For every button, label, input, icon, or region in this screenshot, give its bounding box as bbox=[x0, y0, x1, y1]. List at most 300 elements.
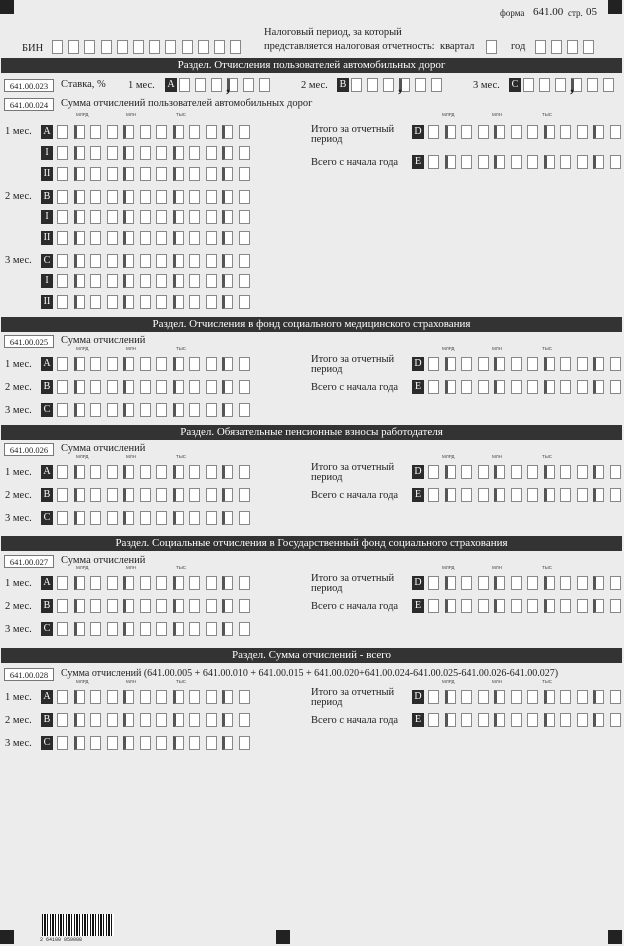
medical-total-cell[interactable] bbox=[494, 357, 505, 371]
pension-row-0-cell[interactable] bbox=[123, 465, 134, 479]
medical-row-1-cell[interactable] bbox=[140, 380, 151, 394]
roads-row-0-cell[interactable] bbox=[222, 125, 233, 139]
medical-row-0-cell[interactable] bbox=[90, 357, 101, 371]
rate-m3-cell[interactable] bbox=[603, 78, 614, 92]
medical-ytd-cell[interactable] bbox=[610, 380, 621, 394]
roads-row-2-cell[interactable] bbox=[107, 167, 118, 181]
total-row-1-cell[interactable] bbox=[189, 713, 200, 727]
roads-ytd-cell[interactable] bbox=[494, 155, 505, 169]
total-row-1-cell[interactable] bbox=[156, 713, 167, 727]
pension-total-cell[interactable] bbox=[610, 465, 621, 479]
roads-row-6-cell[interactable] bbox=[90, 254, 101, 268]
pension-row-2-cell[interactable] bbox=[173, 511, 184, 525]
pension-row-1-cell[interactable] bbox=[90, 488, 101, 502]
social-ytd-cell[interactable] bbox=[478, 599, 489, 613]
social-total-cell[interactable] bbox=[560, 576, 571, 590]
social-total-cell[interactable] bbox=[445, 576, 456, 590]
medical-row-1-cell[interactable] bbox=[206, 380, 217, 394]
pension-total-cell[interactable] bbox=[494, 465, 505, 479]
total-row-1-cell[interactable] bbox=[173, 713, 184, 727]
roads-row-1-cell[interactable] bbox=[222, 146, 233, 160]
bin-cell[interactable] bbox=[182, 40, 193, 54]
social-row-1-cell[interactable] bbox=[189, 599, 200, 613]
roads-row-5-cell[interactable] bbox=[173, 231, 184, 245]
social-row-0-cell[interactable] bbox=[140, 576, 151, 590]
social-row-0-cell[interactable] bbox=[222, 576, 233, 590]
social-total-cell[interactable] bbox=[511, 576, 522, 590]
bin-cell[interactable] bbox=[117, 40, 128, 54]
total-row-0-cell[interactable] bbox=[140, 690, 151, 704]
medical-row-0-cell[interactable] bbox=[74, 357, 85, 371]
total-row-2-cell[interactable] bbox=[189, 736, 200, 750]
medical-total-cell[interactable] bbox=[527, 357, 538, 371]
total-total-cell[interactable] bbox=[577, 690, 588, 704]
roads-row-6-cell[interactable] bbox=[57, 254, 68, 268]
roads-row-8-cell[interactable] bbox=[222, 295, 233, 309]
roads-row-1-cell[interactable] bbox=[239, 146, 250, 160]
medical-ytd-cell[interactable] bbox=[511, 380, 522, 394]
medical-ytd-cell[interactable] bbox=[560, 380, 571, 394]
year-cell[interactable] bbox=[535, 40, 546, 54]
roads-total-cell[interactable] bbox=[445, 125, 456, 139]
roads-total-cell[interactable] bbox=[428, 125, 439, 139]
pension-row-1-cell[interactable] bbox=[156, 488, 167, 502]
roads-ytd-cell[interactable] bbox=[527, 155, 538, 169]
pension-row-1-cell[interactable] bbox=[140, 488, 151, 502]
total-row-0-cell[interactable] bbox=[173, 690, 184, 704]
roads-row-0-cell[interactable] bbox=[189, 125, 200, 139]
social-ytd-cell[interactable] bbox=[610, 599, 621, 613]
roads-total-cell[interactable] bbox=[610, 125, 621, 139]
total-row-2-cell[interactable] bbox=[74, 736, 85, 750]
social-row-0-cell[interactable] bbox=[123, 576, 134, 590]
social-row-2-cell[interactable] bbox=[239, 622, 250, 636]
roads-total-cell[interactable] bbox=[494, 125, 505, 139]
total-total-cell[interactable] bbox=[478, 690, 489, 704]
pension-row-0-cell[interactable] bbox=[189, 465, 200, 479]
pension-row-0-cell[interactable] bbox=[107, 465, 118, 479]
total-ytd-cell[interactable] bbox=[428, 713, 439, 727]
bin-cell[interactable] bbox=[165, 40, 176, 54]
medical-row-2-cell[interactable] bbox=[90, 403, 101, 417]
bin-cell[interactable] bbox=[101, 40, 112, 54]
total-ytd-cell[interactable] bbox=[560, 713, 571, 727]
social-ytd-cell[interactable] bbox=[593, 599, 604, 613]
roads-ytd-cell[interactable] bbox=[461, 155, 472, 169]
roads-total-cell[interactable] bbox=[560, 125, 571, 139]
roads-row-0-cell[interactable] bbox=[90, 125, 101, 139]
pension-row-0-cell[interactable] bbox=[90, 465, 101, 479]
pension-row-0-cell[interactable] bbox=[57, 465, 68, 479]
medical-total-cell[interactable] bbox=[560, 357, 571, 371]
total-ytd-cell[interactable] bbox=[593, 713, 604, 727]
bin-cell[interactable] bbox=[52, 40, 63, 54]
roads-row-7-cell[interactable] bbox=[57, 274, 68, 288]
roads-row-6-cell[interactable] bbox=[173, 254, 184, 268]
year-cell[interactable] bbox=[567, 40, 578, 54]
medical-ytd-cell[interactable] bbox=[478, 380, 489, 394]
total-row-0-cell[interactable] bbox=[90, 690, 101, 704]
roads-row-4-cell[interactable] bbox=[156, 210, 167, 224]
roads-row-8-cell[interactable] bbox=[189, 295, 200, 309]
roads-ytd-cell[interactable] bbox=[511, 155, 522, 169]
social-row-1-cell[interactable] bbox=[57, 599, 68, 613]
bin-cell[interactable] bbox=[230, 40, 241, 54]
social-row-2-cell[interactable] bbox=[57, 622, 68, 636]
pension-row-0-cell[interactable] bbox=[222, 465, 233, 479]
roads-row-2-cell[interactable] bbox=[57, 167, 68, 181]
roads-row-7-cell[interactable] bbox=[107, 274, 118, 288]
medical-row-2-cell[interactable] bbox=[156, 403, 167, 417]
medical-row-0-cell[interactable] bbox=[206, 357, 217, 371]
medical-row-1-cell[interactable] bbox=[107, 380, 118, 394]
roads-row-1-cell[interactable] bbox=[173, 146, 184, 160]
rate-m2-cell[interactable] bbox=[367, 78, 378, 92]
total-row-2-cell[interactable] bbox=[140, 736, 151, 750]
pension-total-cell[interactable] bbox=[527, 465, 538, 479]
medical-row-2-cell[interactable] bbox=[189, 403, 200, 417]
pension-total-cell[interactable] bbox=[577, 465, 588, 479]
social-ytd-cell[interactable] bbox=[511, 599, 522, 613]
roads-row-2-cell[interactable] bbox=[206, 167, 217, 181]
pension-row-1-cell[interactable] bbox=[239, 488, 250, 502]
social-row-2-cell[interactable] bbox=[222, 622, 233, 636]
total-row-2-cell[interactable] bbox=[156, 736, 167, 750]
social-row-2-cell[interactable] bbox=[206, 622, 217, 636]
roads-row-4-cell[interactable] bbox=[239, 210, 250, 224]
pension-ytd-cell[interactable] bbox=[577, 488, 588, 502]
medical-ytd-cell[interactable] bbox=[593, 380, 604, 394]
roads-row-6-cell[interactable] bbox=[189, 254, 200, 268]
roads-total-cell[interactable] bbox=[478, 125, 489, 139]
pension-total-cell[interactable] bbox=[593, 465, 604, 479]
roads-row-6-cell[interactable] bbox=[74, 254, 85, 268]
roads-total-cell[interactable] bbox=[511, 125, 522, 139]
medical-row-0-cell[interactable] bbox=[173, 357, 184, 371]
pension-row-2-cell[interactable] bbox=[123, 511, 134, 525]
pension-row-1-cell[interactable] bbox=[173, 488, 184, 502]
total-row-2-cell[interactable] bbox=[90, 736, 101, 750]
medical-total-cell[interactable] bbox=[610, 357, 621, 371]
total-row-0-cell[interactable] bbox=[239, 690, 250, 704]
total-total-cell[interactable] bbox=[560, 690, 571, 704]
roads-row-2-cell[interactable] bbox=[156, 167, 167, 181]
roads-row-1-cell[interactable] bbox=[189, 146, 200, 160]
roads-ytd-cell[interactable] bbox=[445, 155, 456, 169]
medical-total-cell[interactable] bbox=[428, 357, 439, 371]
pension-total-cell[interactable] bbox=[560, 465, 571, 479]
pension-row-1-cell[interactable] bbox=[123, 488, 134, 502]
social-row-0-cell[interactable] bbox=[189, 576, 200, 590]
social-ytd-cell[interactable] bbox=[577, 599, 588, 613]
medical-row-1-cell[interactable] bbox=[222, 380, 233, 394]
total-row-1-cell[interactable] bbox=[107, 713, 118, 727]
pension-row-2-cell[interactable] bbox=[90, 511, 101, 525]
social-row-1-cell[interactable] bbox=[140, 599, 151, 613]
pension-row-1-cell[interactable] bbox=[57, 488, 68, 502]
social-row-1-cell[interactable] bbox=[222, 599, 233, 613]
roads-row-2-cell[interactable] bbox=[123, 167, 134, 181]
social-ytd-cell[interactable] bbox=[428, 599, 439, 613]
medical-row-2-cell[interactable] bbox=[222, 403, 233, 417]
pension-ytd-cell[interactable] bbox=[445, 488, 456, 502]
roads-row-7-cell[interactable] bbox=[222, 274, 233, 288]
pension-ytd-cell[interactable] bbox=[494, 488, 505, 502]
roads-row-3-cell[interactable] bbox=[189, 190, 200, 204]
rate-m1-cell[interactable] bbox=[179, 78, 190, 92]
medical-row-0-cell[interactable] bbox=[239, 357, 250, 371]
medical-row-2-cell[interactable] bbox=[206, 403, 217, 417]
rate-m1-cell[interactable] bbox=[243, 78, 254, 92]
pension-ytd-cell[interactable] bbox=[610, 488, 621, 502]
roads-row-3-cell[interactable] bbox=[222, 190, 233, 204]
total-row-2-cell[interactable] bbox=[123, 736, 134, 750]
roads-row-8-cell[interactable] bbox=[239, 295, 250, 309]
roads-row-3-cell[interactable] bbox=[156, 190, 167, 204]
social-ytd-cell[interactable] bbox=[527, 599, 538, 613]
pension-row-2-cell[interactable] bbox=[140, 511, 151, 525]
roads-row-3-cell[interactable] bbox=[90, 190, 101, 204]
pension-total-cell[interactable] bbox=[478, 465, 489, 479]
total-total-cell[interactable] bbox=[593, 690, 604, 704]
rate-m2-cell[interactable] bbox=[415, 78, 426, 92]
total-ytd-cell[interactable] bbox=[577, 713, 588, 727]
roads-row-8-cell[interactable] bbox=[90, 295, 101, 309]
medical-row-0-cell[interactable] bbox=[189, 357, 200, 371]
roads-row-5-cell[interactable] bbox=[140, 231, 151, 245]
social-ytd-cell[interactable] bbox=[560, 599, 571, 613]
roads-row-4-cell[interactable] bbox=[140, 210, 151, 224]
social-row-0-cell[interactable] bbox=[156, 576, 167, 590]
roads-row-7-cell[interactable] bbox=[173, 274, 184, 288]
roads-row-2-cell[interactable] bbox=[140, 167, 151, 181]
roads-ytd-cell[interactable] bbox=[610, 155, 621, 169]
pension-row-2-cell[interactable] bbox=[189, 511, 200, 525]
total-total-cell[interactable] bbox=[511, 690, 522, 704]
roads-row-4-cell[interactable] bbox=[57, 210, 68, 224]
medical-row-1-cell[interactable] bbox=[74, 380, 85, 394]
social-total-cell[interactable] bbox=[593, 576, 604, 590]
total-total-cell[interactable] bbox=[494, 690, 505, 704]
social-row-0-cell[interactable] bbox=[206, 576, 217, 590]
social-row-2-cell[interactable] bbox=[74, 622, 85, 636]
medical-row-0-cell[interactable] bbox=[222, 357, 233, 371]
roads-row-5-cell[interactable] bbox=[206, 231, 217, 245]
total-row-1-cell[interactable] bbox=[74, 713, 85, 727]
roads-row-7-cell[interactable] bbox=[156, 274, 167, 288]
rate-m2-cell[interactable] bbox=[431, 78, 442, 92]
medical-total-cell[interactable] bbox=[577, 357, 588, 371]
social-row-0-cell[interactable] bbox=[74, 576, 85, 590]
rate-m3-cell[interactable] bbox=[587, 78, 598, 92]
roads-row-5-cell[interactable] bbox=[189, 231, 200, 245]
roads-row-4-cell[interactable] bbox=[90, 210, 101, 224]
medical-row-0-cell[interactable] bbox=[107, 357, 118, 371]
roads-row-5-cell[interactable] bbox=[74, 231, 85, 245]
pension-ytd-cell[interactable] bbox=[593, 488, 604, 502]
social-total-cell[interactable] bbox=[478, 576, 489, 590]
roads-row-8-cell[interactable] bbox=[156, 295, 167, 309]
social-row-0-cell[interactable] bbox=[90, 576, 101, 590]
quarter-cell[interactable] bbox=[486, 40, 497, 54]
roads-row-2-cell[interactable] bbox=[239, 167, 250, 181]
roads-row-8-cell[interactable] bbox=[173, 295, 184, 309]
roads-row-7-cell[interactable] bbox=[189, 274, 200, 288]
roads-row-4-cell[interactable] bbox=[173, 210, 184, 224]
roads-ytd-cell[interactable] bbox=[577, 155, 588, 169]
total-total-cell[interactable] bbox=[527, 690, 538, 704]
social-row-0-cell[interactable] bbox=[107, 576, 118, 590]
total-row-2-cell[interactable] bbox=[57, 736, 68, 750]
total-row-0-cell[interactable] bbox=[74, 690, 85, 704]
medical-row-0-cell[interactable] bbox=[156, 357, 167, 371]
social-total-cell[interactable] bbox=[428, 576, 439, 590]
medical-ytd-cell[interactable] bbox=[494, 380, 505, 394]
roads-row-0-cell[interactable] bbox=[107, 125, 118, 139]
roads-total-cell[interactable] bbox=[593, 125, 604, 139]
social-total-cell[interactable] bbox=[527, 576, 538, 590]
rate-m1-cell[interactable] bbox=[211, 78, 222, 92]
roads-total-cell[interactable] bbox=[461, 125, 472, 139]
total-ytd-cell[interactable] bbox=[527, 713, 538, 727]
total-row-0-cell[interactable] bbox=[222, 690, 233, 704]
roads-row-4-cell[interactable] bbox=[206, 210, 217, 224]
roads-row-3-cell[interactable] bbox=[206, 190, 217, 204]
year-cell[interactable] bbox=[551, 40, 562, 54]
roads-ytd-cell[interactable] bbox=[593, 155, 604, 169]
roads-row-6-cell[interactable] bbox=[206, 254, 217, 268]
social-row-1-cell[interactable] bbox=[107, 599, 118, 613]
medical-row-1-cell[interactable] bbox=[90, 380, 101, 394]
total-row-0-cell[interactable] bbox=[189, 690, 200, 704]
total-row-1-cell[interactable] bbox=[57, 713, 68, 727]
medical-row-1-cell[interactable] bbox=[156, 380, 167, 394]
social-ytd-cell[interactable] bbox=[445, 599, 456, 613]
total-row-2-cell[interactable] bbox=[239, 736, 250, 750]
pension-row-2-cell[interactable] bbox=[107, 511, 118, 525]
roads-row-6-cell[interactable] bbox=[107, 254, 118, 268]
total-row-0-cell[interactable] bbox=[123, 690, 134, 704]
roads-row-1-cell[interactable] bbox=[123, 146, 134, 160]
social-row-2-cell[interactable] bbox=[173, 622, 184, 636]
medical-row-2-cell[interactable] bbox=[74, 403, 85, 417]
bin-cell[interactable] bbox=[84, 40, 95, 54]
rate-m1-cell[interactable] bbox=[259, 78, 270, 92]
rate-m1-cell[interactable] bbox=[195, 78, 206, 92]
total-row-1-cell[interactable] bbox=[140, 713, 151, 727]
pension-row-0-cell[interactable] bbox=[173, 465, 184, 479]
social-row-1-cell[interactable] bbox=[173, 599, 184, 613]
roads-row-4-cell[interactable] bbox=[189, 210, 200, 224]
roads-row-0-cell[interactable] bbox=[57, 125, 68, 139]
roads-row-2-cell[interactable] bbox=[90, 167, 101, 181]
roads-row-6-cell[interactable] bbox=[123, 254, 134, 268]
social-row-2-cell[interactable] bbox=[107, 622, 118, 636]
total-total-cell[interactable] bbox=[610, 690, 621, 704]
rate-m2-cell[interactable] bbox=[383, 78, 394, 92]
pension-row-1-cell[interactable] bbox=[74, 488, 85, 502]
roads-ytd-cell[interactable] bbox=[544, 155, 555, 169]
roads-row-8-cell[interactable] bbox=[123, 295, 134, 309]
pension-row-1-cell[interactable] bbox=[189, 488, 200, 502]
pension-ytd-cell[interactable] bbox=[428, 488, 439, 502]
roads-ytd-cell[interactable] bbox=[560, 155, 571, 169]
roads-row-8-cell[interactable] bbox=[74, 295, 85, 309]
total-ytd-cell[interactable] bbox=[461, 713, 472, 727]
roads-row-0-cell[interactable] bbox=[173, 125, 184, 139]
pension-row-1-cell[interactable] bbox=[107, 488, 118, 502]
roads-row-0-cell[interactable] bbox=[123, 125, 134, 139]
roads-row-0-cell[interactable] bbox=[74, 125, 85, 139]
roads-row-3-cell[interactable] bbox=[57, 190, 68, 204]
medical-row-2-cell[interactable] bbox=[239, 403, 250, 417]
roads-row-1-cell[interactable] bbox=[57, 146, 68, 160]
medical-total-cell[interactable] bbox=[461, 357, 472, 371]
roads-row-5-cell[interactable] bbox=[123, 231, 134, 245]
social-row-1-cell[interactable] bbox=[239, 599, 250, 613]
pension-row-2-cell[interactable] bbox=[74, 511, 85, 525]
pension-row-0-cell[interactable] bbox=[206, 465, 217, 479]
medical-row-0-cell[interactable] bbox=[123, 357, 134, 371]
roads-row-2-cell[interactable] bbox=[74, 167, 85, 181]
roads-row-0-cell[interactable] bbox=[239, 125, 250, 139]
pension-row-1-cell[interactable] bbox=[222, 488, 233, 502]
pension-row-2-cell[interactable] bbox=[222, 511, 233, 525]
pension-total-cell[interactable] bbox=[461, 465, 472, 479]
social-row-1-cell[interactable] bbox=[90, 599, 101, 613]
roads-row-4-cell[interactable] bbox=[123, 210, 134, 224]
roads-row-8-cell[interactable] bbox=[206, 295, 217, 309]
medical-row-2-cell[interactable] bbox=[57, 403, 68, 417]
social-row-0-cell[interactable] bbox=[57, 576, 68, 590]
pension-row-0-cell[interactable] bbox=[156, 465, 167, 479]
pension-row-0-cell[interactable] bbox=[140, 465, 151, 479]
roads-row-3-cell[interactable] bbox=[123, 190, 134, 204]
total-total-cell[interactable] bbox=[445, 690, 456, 704]
roads-total-cell[interactable] bbox=[527, 125, 538, 139]
total-ytd-cell[interactable] bbox=[610, 713, 621, 727]
medical-row-0-cell[interactable] bbox=[140, 357, 151, 371]
roads-row-2-cell[interactable] bbox=[222, 167, 233, 181]
social-total-cell[interactable] bbox=[494, 576, 505, 590]
total-row-0-cell[interactable] bbox=[206, 690, 217, 704]
total-total-cell[interactable] bbox=[461, 690, 472, 704]
medical-ytd-cell[interactable] bbox=[461, 380, 472, 394]
medical-row-1-cell[interactable] bbox=[123, 380, 134, 394]
medical-total-cell[interactable] bbox=[478, 357, 489, 371]
pension-row-2-cell[interactable] bbox=[239, 511, 250, 525]
medical-ytd-cell[interactable] bbox=[428, 380, 439, 394]
medical-ytd-cell[interactable] bbox=[577, 380, 588, 394]
roads-row-6-cell[interactable] bbox=[222, 254, 233, 268]
rate-m2-cell[interactable] bbox=[351, 78, 362, 92]
roads-row-8-cell[interactable] bbox=[107, 295, 118, 309]
social-ytd-cell[interactable] bbox=[494, 599, 505, 613]
total-row-2-cell[interactable] bbox=[107, 736, 118, 750]
roads-row-4-cell[interactable] bbox=[222, 210, 233, 224]
medical-total-cell[interactable] bbox=[445, 357, 456, 371]
pension-ytd-cell[interactable] bbox=[527, 488, 538, 502]
roads-row-6-cell[interactable] bbox=[156, 254, 167, 268]
social-row-2-cell[interactable] bbox=[140, 622, 151, 636]
bin-cell[interactable] bbox=[214, 40, 225, 54]
roads-row-5-cell[interactable] bbox=[222, 231, 233, 245]
roads-row-1-cell[interactable] bbox=[74, 146, 85, 160]
roads-row-5-cell[interactable] bbox=[107, 231, 118, 245]
rate-m3-cell[interactable] bbox=[523, 78, 534, 92]
social-row-2-cell[interactable] bbox=[123, 622, 134, 636]
bin-cell[interactable] bbox=[198, 40, 209, 54]
